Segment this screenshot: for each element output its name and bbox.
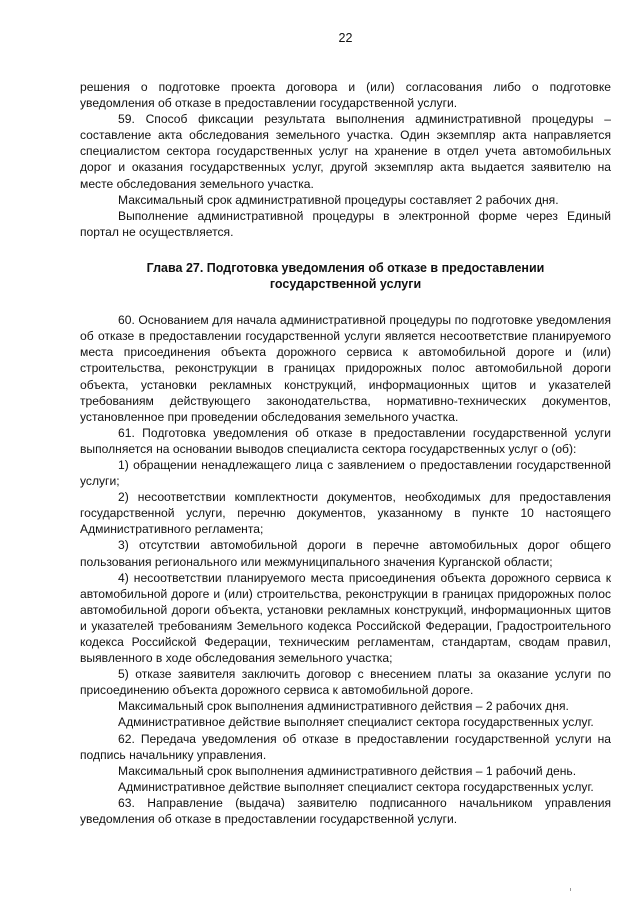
paragraph-61-term: Максимальный срок выполнения административного действия – 2 рабочих дня.: [118, 699, 569, 714]
paragraph-63: 63. Направление (выдача) заявителю подписанного начальником управления уведомления об отказе в предоставлении государственной услуги.: [80, 795, 611, 827]
paragraph-59: 59. Способ фиксации результата выполнения административной процедуры – составление акта обследования земельного участка. Один экземпляр акта направляется специалистом сектора государственных услуг на хранение в отдел учета автомобильных дорог и оказания государственных услуг, другой экземпляр акта выдается заявителю на месте обследования земельного участка.: [80, 112, 611, 191]
chapter-heading: [80, 260, 611, 292]
paragraph-59-term: Максимальный срок административной процедуры составляет 2 рабочих дня.: [118, 192, 559, 207]
chapter-heading-line-1: Глава 27. Подготовка уведомления об отказе в предоставлении: [146, 260, 545, 275]
paragraph-61: 61. Подготовка уведомления об отказе в предоставлении государственной услуги выполняется на основании выводов специалиста сектора государственных услуг о (об):: [80, 425, 611, 456]
paragraph-62-term: Максимальный срок выполнения административного действия – 1 рабочий день.: [118, 763, 577, 778]
paragraph-62: 62. Передача уведомления об отказе в предоставлении государственной услуги на подпись начальнику управления.: [80, 731, 611, 762]
paragraph-61-item-2: 2) несоответствии комплектности документов, необходимых для предоставления государственной услуги, перечню документов, указанному в пункте 10 настоящего Административного регламента;: [80, 490, 611, 537]
chapter-heading-line-2: государственной услуги: [269, 277, 422, 292]
scan-speck: [570, 888, 571, 891]
paragraph-61-item-3: 3) отсутствии автомобильной дороги в перечне автомобильных дорог общего пользования регионального или межмуниципального значения Курганской области;: [80, 538, 611, 569]
paragraph-61-exec: Административное действие выполняет специалист сектора государственных услуг.: [118, 715, 594, 730]
page-number: 22: [338, 31, 353, 45]
paragraph-61-item-1: 1) обращении ненадлежащего лица с заявлением о предоставлении государственной услуги;: [80, 457, 611, 489]
paragraph-59-portal: Выполнение административной процедуры в электронной форме через Единый портал не осуществляется.: [80, 208, 611, 239]
paragraph-60: 60. Основанием для начала административной процедуры по подготовке уведомления об отказе в предоставлении государственной услуги является несоответствие планируемого места присоединения объекта дорожного сервиса к автомобильной дороге и (или) строительства, реконструкции в границах придорожных полос автомобильной дороги объекта, установки рекламных конструкций, информационных щитов и указателей требованиям действующего законодательства, нормативно-технических документов, установленное при проведении обследования земельного участка.: [80, 313, 611, 424]
paragraph-61-item-4: 4) несоответствии планируемого места присоединения объекта дорожного сервиса к автомобильной дороге и (или) строительства, реконструкции в границах придорожных полос автомобильной дороги объекта, установки рекламных конструкций, информационных щитов и указателей требованиям Земельного кодекса Российской Федерации, Градостроительного кодекса Российской Федерации, техническим регламентам, стандартам, сводам правил, выявленного в ходе обследования земельного участка;: [80, 570, 611, 666]
paragraph-62-exec: Административное действие выполняет специалист сектора государственных услуг.: [118, 779, 594, 794]
lead-paragraph: решения о подготовке проекта договора и (или) согласования либо о подготовке уведомления об отказе в предоставлении государственной услуги.: [80, 80, 611, 111]
document-body: [80, 79, 611, 827]
paragraph-61-item-5: 5) отказе заявителя заключить договор с внесением платы за оказание услуги по присоединению объекта дорожного сервиса к автомобильной дороге.: [80, 667, 611, 698]
